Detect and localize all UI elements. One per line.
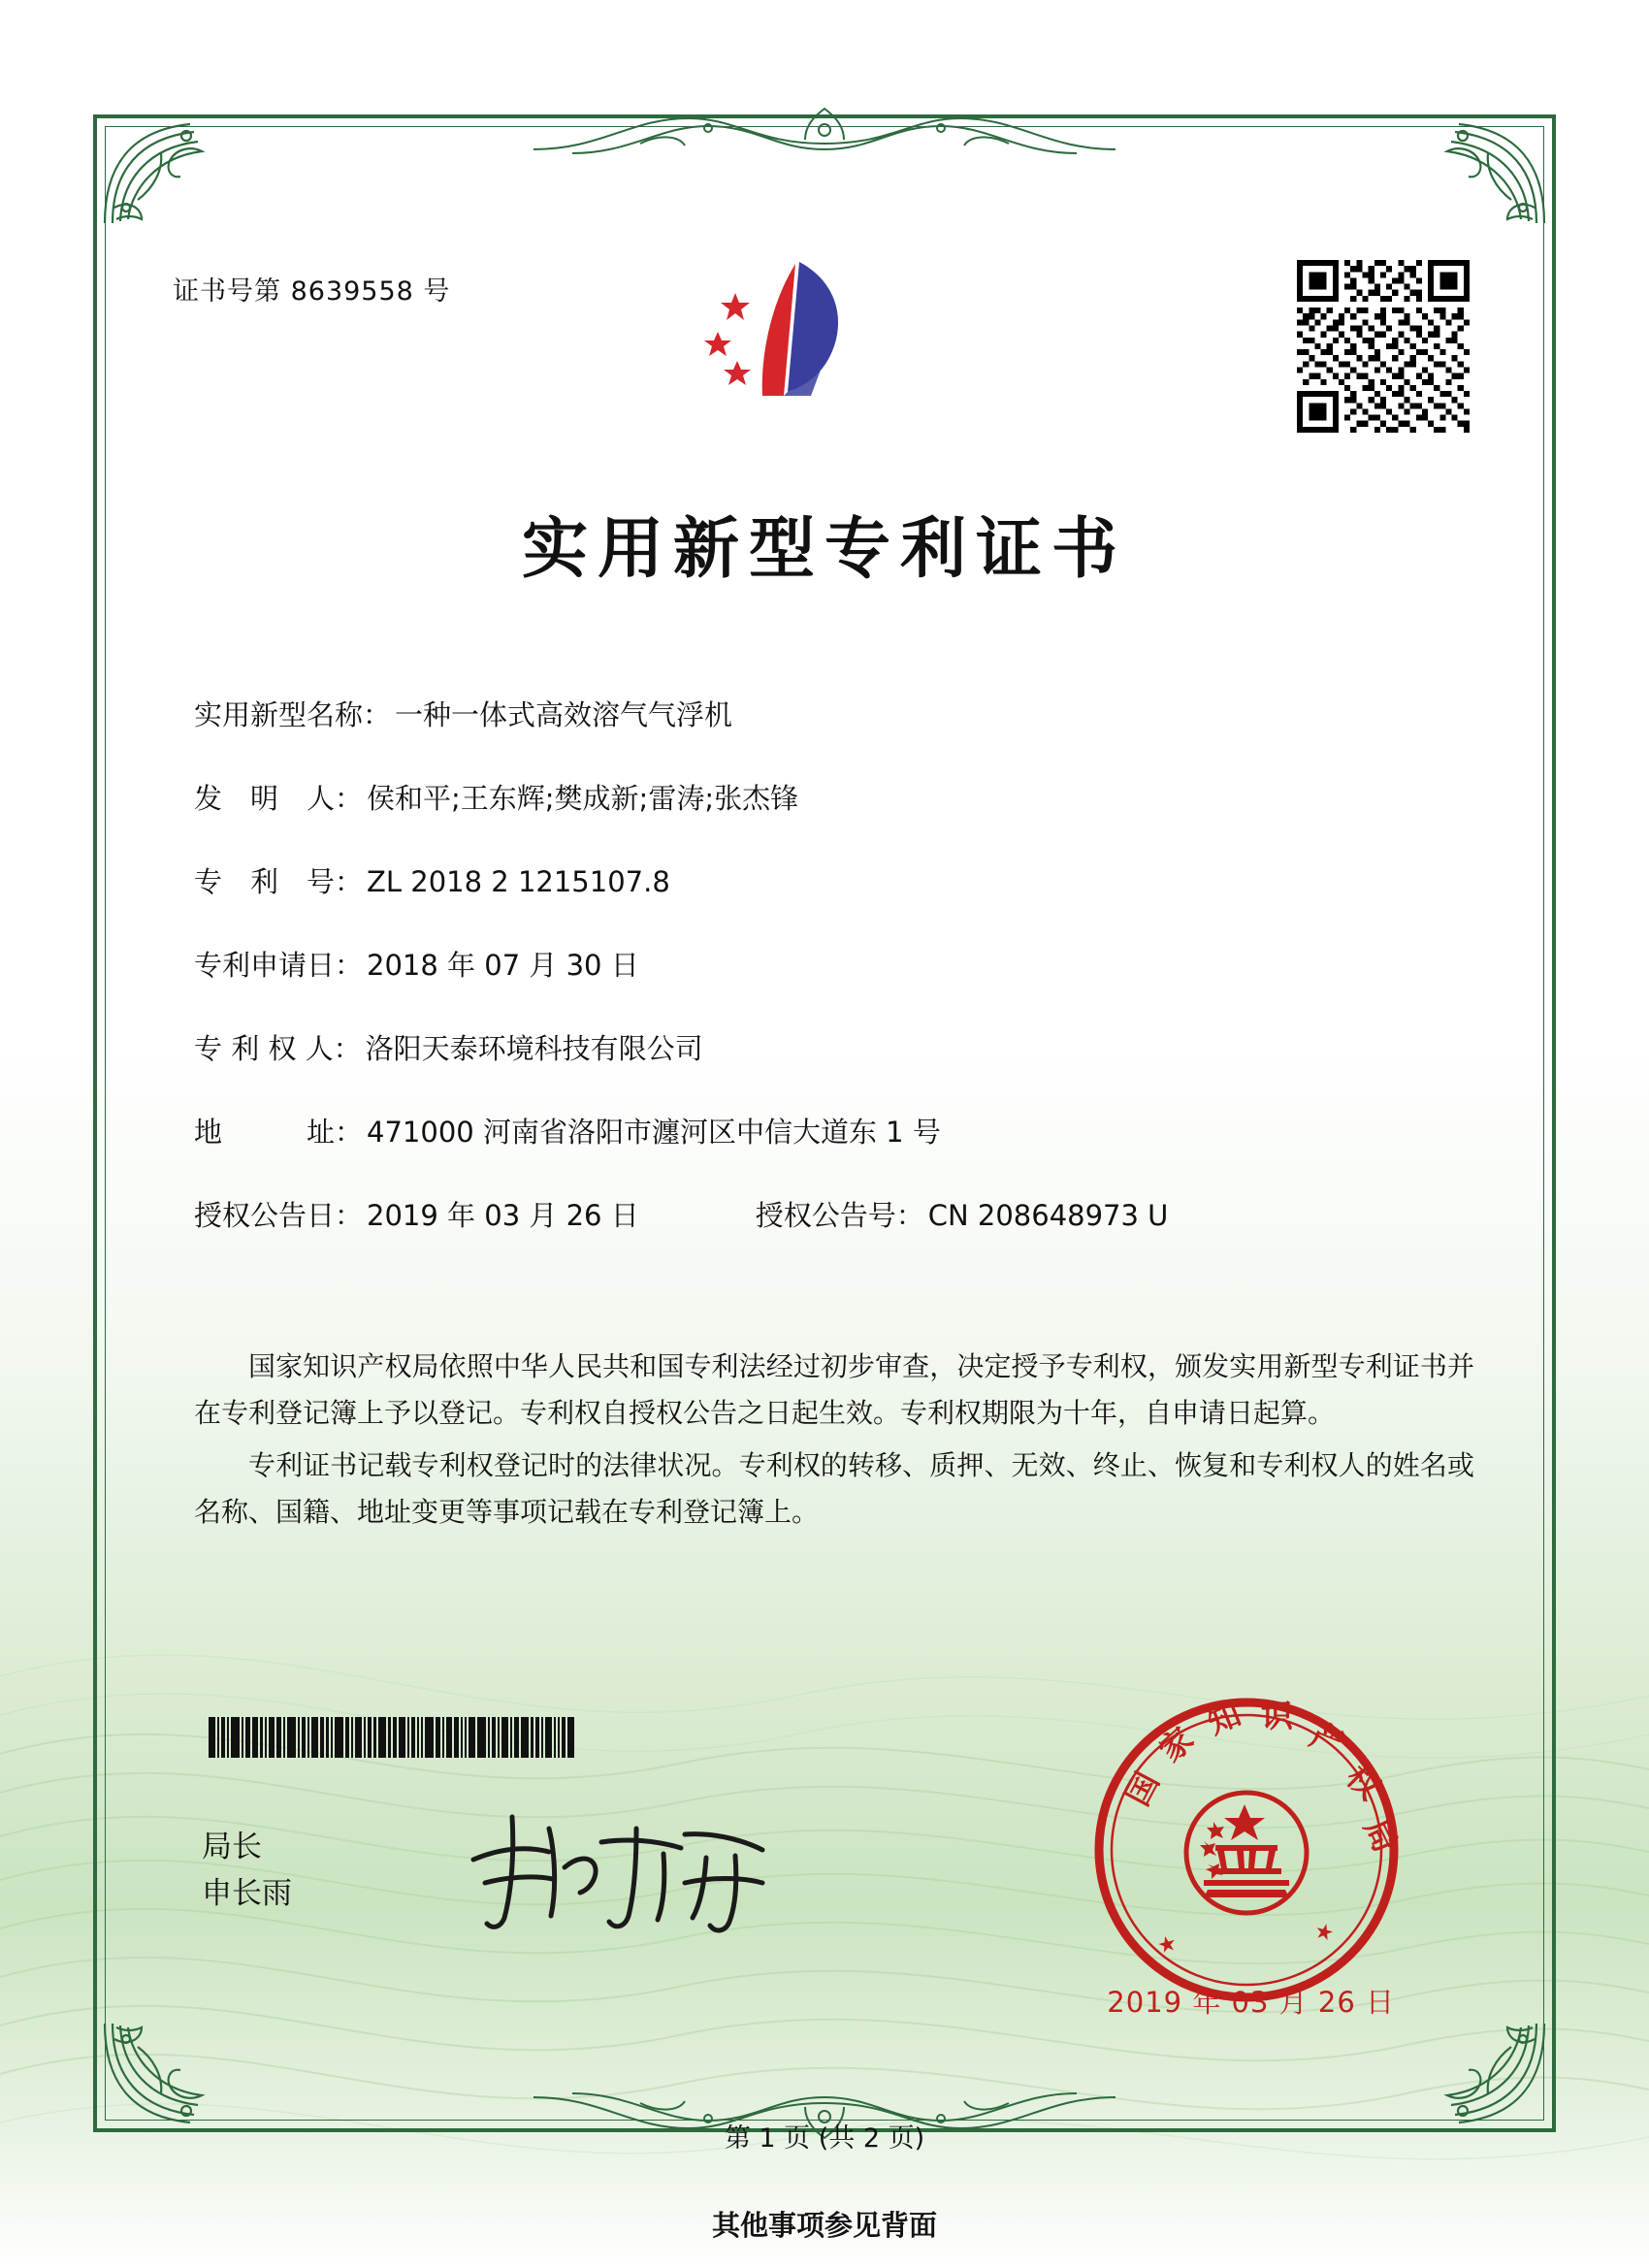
field-row-inventors [194, 777, 1474, 817]
field-row-application-date [194, 944, 1474, 984]
signature-labels [202, 1824, 292, 1917]
handwritten-signature-icon [456, 1799, 786, 1945]
announce-no-value: CN 208648973 U [927, 1199, 1169, 1232]
barcode [209, 1717, 597, 1758]
field-value: 471000 河南省洛阳市瀍河区中信大道东 1 号 [367, 1116, 941, 1149]
official-seal [1086, 1690, 1406, 2010]
field-row-address [194, 1111, 1474, 1150]
svg-text:家: 家 [1151, 1719, 1201, 1769]
field-label: 专利申请日： [194, 949, 364, 982]
svg-text:权: 权 [1339, 1757, 1389, 1807]
announce-date-value: 2019 年 03 月 26 日 [367, 1199, 639, 1232]
legal-paragraph-2: 专利证书记载专利权登记时的法律状况。专利权的转移、质押、无效、终止、恢复和专利权人的姓名或名称、国籍、地址变更等事项记载在专利登记簿上。 [194, 1449, 1474, 1529]
field-row-patentee [194, 1027, 1474, 1067]
svg-text:国: 国 [1117, 1766, 1167, 1812]
seal-date: 2019 年 03 月 26 日 [1107, 1986, 1395, 2019]
field-row-patent-no [194, 860, 1474, 900]
field-label: 专 利 号： [194, 865, 364, 898]
page-title: 实用新型专利证书 [521, 511, 1127, 588]
field-list [194, 694, 1474, 1263]
cnipa-logo-icon [691, 250, 885, 435]
field-value: 一种一体式高效溶气气浮机 [395, 698, 733, 731]
field-label: 地 址： [194, 1116, 364, 1149]
corner-ornament-icon [1410, 107, 1556, 233]
corner-ornament-icon [93, 107, 239, 233]
field-value: 洛阳天泰环境科技有限公司 [365, 1032, 703, 1065]
back-side-note: 其他事项参见背面 [711, 2209, 937, 2242]
announce-date-label: 授权公告日： [194, 1199, 364, 1232]
field-value: ZL 2018 2 1215107.8 [367, 865, 670, 898]
announce-no-label: 授权公告号： [755, 1199, 924, 1232]
svg-text:★: ★ [1150, 1929, 1182, 1960]
field-label: 专 利 权 人： [194, 1032, 362, 1065]
director-name-label: 申长雨 [202, 1876, 292, 1912]
legal-text [194, 1344, 1474, 1542]
field-value: 侯和平;王东辉;樊成新;雷涛;张杰锋 [367, 782, 799, 815]
field-label: 实用新型名称： [194, 698, 392, 731]
qr-code [1297, 260, 1470, 433]
certificate-number: 证书号第 8639558 号 [173, 276, 451, 307]
director-title-label: 局长 [202, 1830, 262, 1864]
svg-text:识: 识 [1261, 1697, 1293, 1734]
top-ornament-icon [514, 101, 1135, 163]
field-row-grant [194, 1194, 1474, 1234]
svg-text:知: 知 [1202, 1694, 1246, 1742]
svg-text:产: 产 [1305, 1715, 1349, 1763]
field-value: 2018 年 07 月 30 日 [367, 949, 639, 982]
svg-text:★: ★ [1309, 1918, 1341, 1948]
field-label: 发 明 人： [194, 782, 364, 815]
svg-text:局: 局 [1356, 1812, 1406, 1859]
legal-paragraph-1: 国家知识产权局依照中华人民共和国专利法经过初步审查，决定授予专利权，颁发实用新型专利证书并在专利登记簿上予以登记。专利权自授权公告之日起生效。专利权期限为十年，自申请日起算。 [194, 1350, 1474, 1430]
field-row-name [194, 694, 1474, 733]
page-number: 第 1 页 (共 2 页) [724, 2123, 925, 2154]
